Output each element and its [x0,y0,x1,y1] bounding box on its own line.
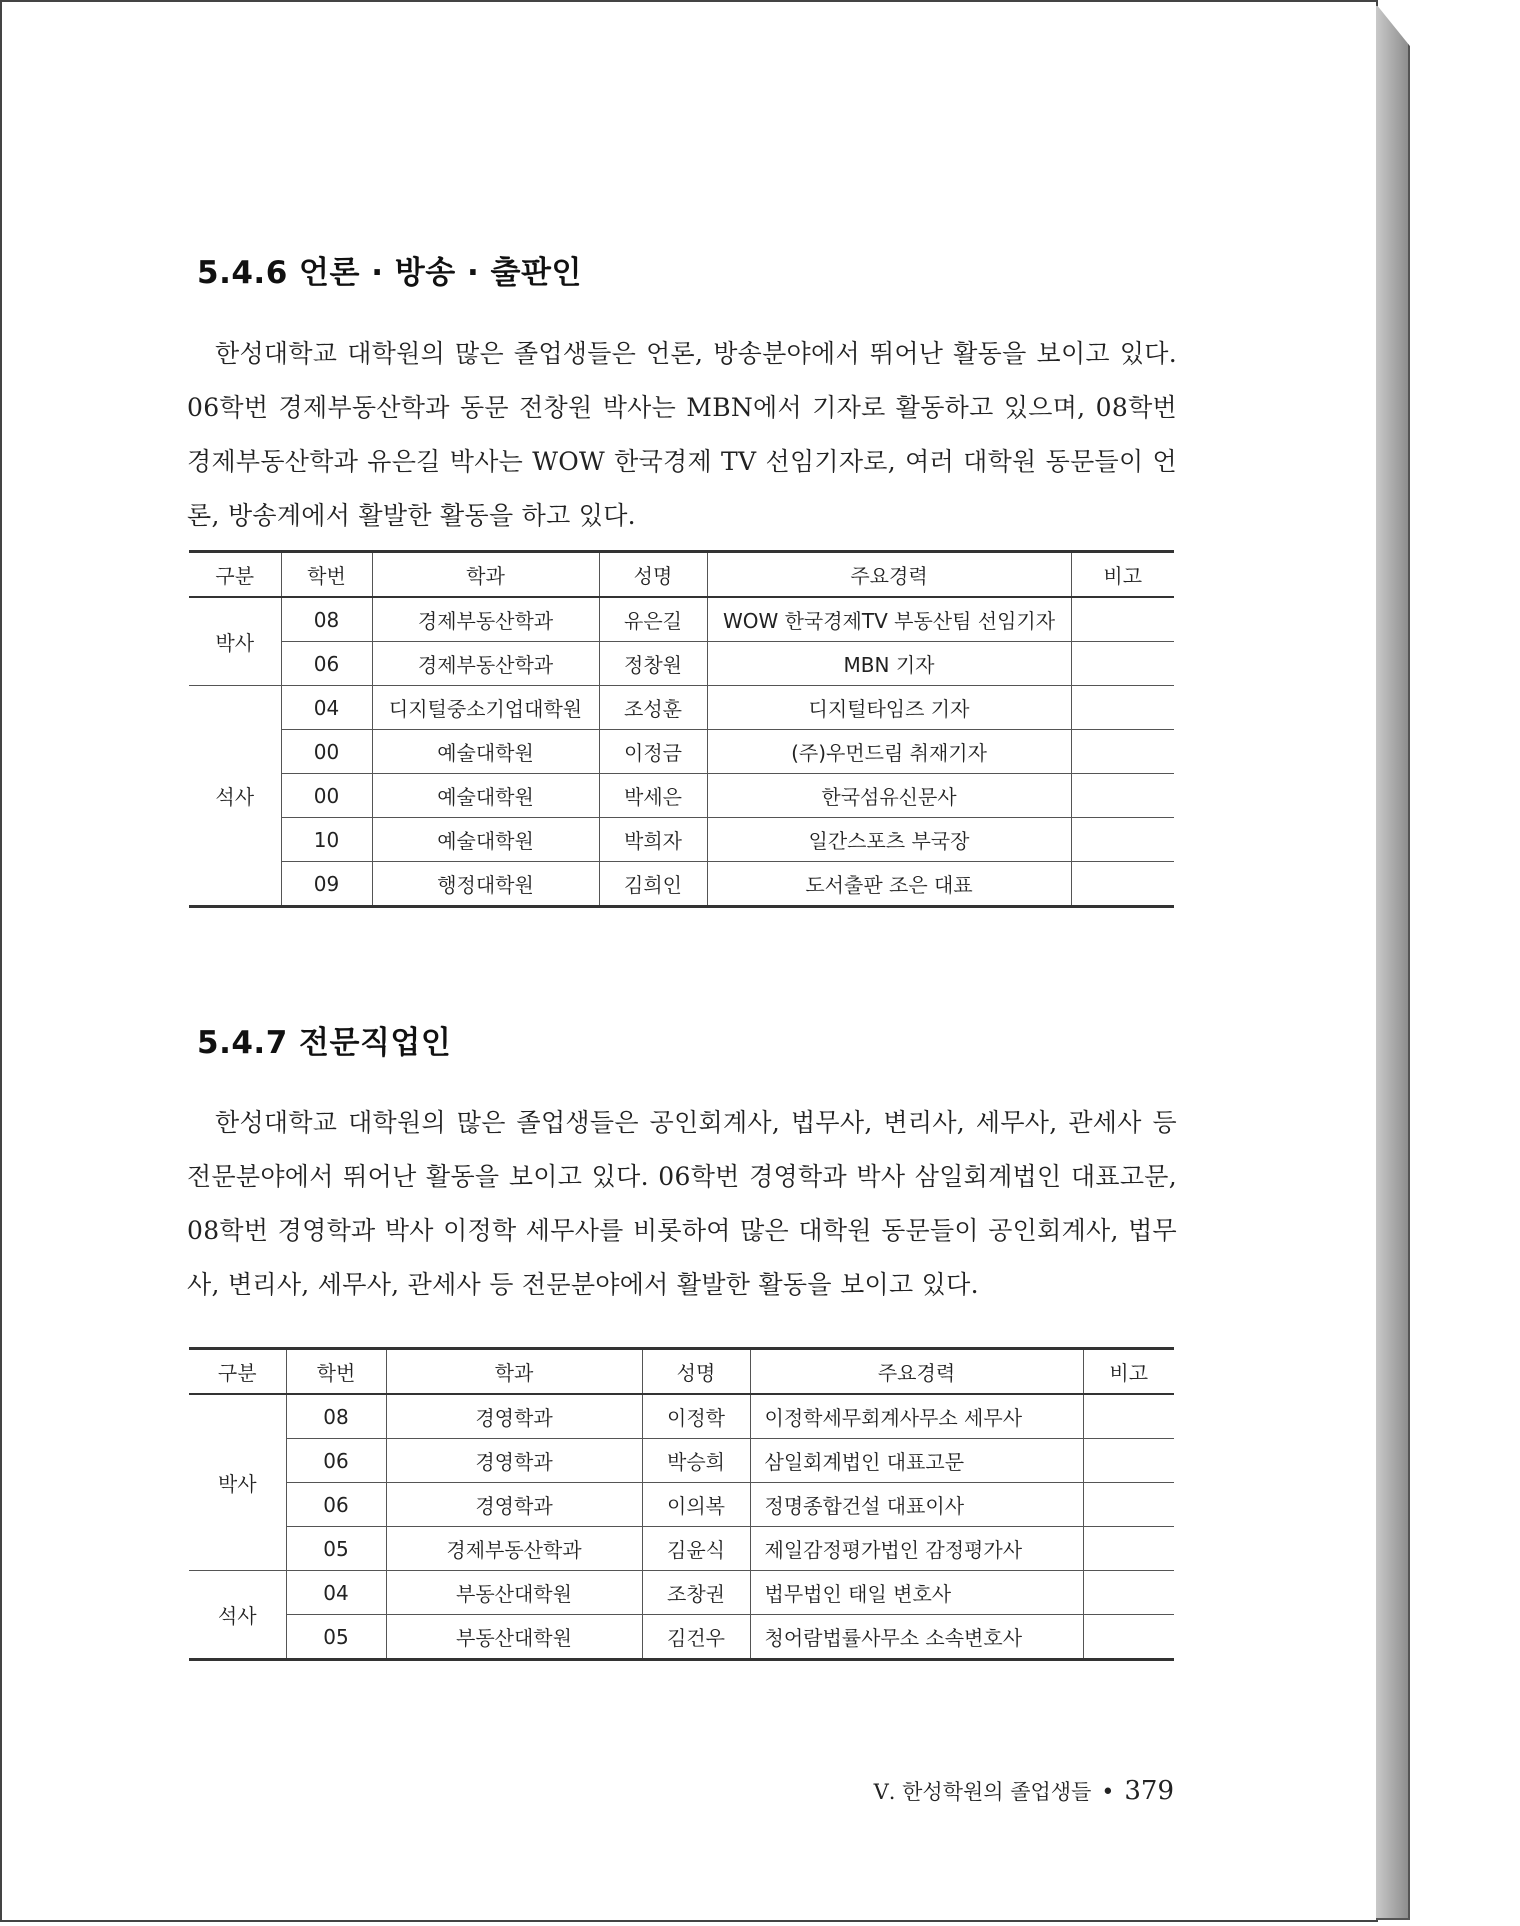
table-row [189,730,1174,774]
header-name: 성명 [642,1349,750,1395]
cell-year: 08 [281,597,372,642]
header-department: 학과 [372,552,599,598]
table-row [189,686,1174,730]
cell-career: 일간스포츠 부국장 [707,818,1071,862]
cell-department: 경제부동산학과 [372,597,599,642]
media-alumni-table [189,550,1174,908]
cell-career: WOW 한국경제TV 부동산팀 선임기자 [707,597,1071,642]
table-row [189,1571,1174,1615]
cell-department: 예술대학원 [372,774,599,818]
cell-name: 김윤식 [642,1527,750,1571]
group-label: 박사 [189,597,281,686]
table-header-row [189,552,1174,598]
cell-year: 06 [286,1483,386,1527]
table-row [189,1394,1174,1439]
cell-note [1083,1483,1174,1527]
cell-career: MBN 기자 [707,642,1071,686]
table-row [189,862,1174,907]
cell-name: 조성훈 [599,686,707,730]
header-note: 비고 [1071,552,1174,598]
cell-department: 부동산대학원 [386,1615,642,1660]
header-category: 구분 [189,1349,286,1395]
professional-alumni-table [189,1347,1174,1661]
cell-career: 한국섬유신문사 [707,774,1071,818]
cell-note [1071,818,1174,862]
cell-name: 조창권 [642,1571,750,1615]
header-name: 성명 [599,552,707,598]
cell-note [1071,730,1174,774]
table-row [189,1483,1174,1527]
cell-department: 경제부동산학과 [372,642,599,686]
cell-name: 이정학 [642,1394,750,1439]
cell-year: 08 [286,1394,386,1439]
header-department: 학과 [386,1349,642,1395]
cell-note [1071,642,1174,686]
cell-career: 도서출판 조은 대표 [707,862,1071,907]
chapter-label: Ⅴ. 한성학원의 졸업생들 [873,1780,1092,1804]
header-note: 비고 [1083,1349,1174,1395]
table-row [189,1439,1174,1483]
page-stack-edge [1376,4,1410,1920]
cell-career: 법무법인 태일 변호사 [750,1571,1083,1615]
cell-name: 유은길 [599,597,707,642]
cell-year: 06 [281,642,372,686]
header-year: 학번 [286,1349,386,1395]
header-category: 구분 [189,552,281,598]
page-footer [874,1776,1174,1806]
cell-note [1071,862,1174,907]
cell-department: 예술대학원 [372,818,599,862]
cell-career: 이정학세무회계사무소 세무사 [750,1394,1083,1439]
cell-career: 청어람법률사무소 소속변호사 [750,1615,1083,1660]
table-row [189,1615,1174,1660]
bullet-separator: • [1101,1780,1115,1805]
group-label: 석사 [189,686,281,907]
cell-year: 00 [281,730,372,774]
cell-year: 06 [286,1439,386,1483]
table-row [189,1527,1174,1571]
cell-department: 부동산대학원 [386,1571,642,1615]
cell-note [1071,686,1174,730]
cell-note [1083,1571,1174,1615]
cell-note [1083,1394,1174,1439]
table-row [189,642,1174,686]
section-paragraph-professionals: 한성대학교 대학원의 많은 졸업생들은 공인회계사, 법무사, 변리사, 세무사, 관세사 등 전문분야에서 뛰어난 활동을 보이고 있다. 06학번 경영학과 박사 삼일회계법인 대표고문, 08학번 경영학과 박사 이정학 세무사를 비롯하여 많은 대학원 동문들이 공인회계사, 법무사, 변리사, 세무사, 관세사 등 전문분야에서 활발한 활동을 보이고 있다. [187,1108,1177,1299]
cell-department: 경영학과 [386,1483,642,1527]
cell-career: (주)우먼드림 취재기자 [707,730,1071,774]
cell-year: 09 [281,862,372,907]
cell-name: 김희인 [599,862,707,907]
cell-year: 04 [286,1571,386,1615]
header-career: 주요경력 [707,552,1071,598]
cell-name: 박세은 [599,774,707,818]
table-row [189,818,1174,862]
page-number: 379 [1124,1776,1174,1806]
cell-department: 행정대학원 [372,862,599,907]
cell-career: 제일감정평가법인 감정평가사 [750,1527,1083,1571]
table-header-row [189,1349,1174,1395]
cell-department: 경영학과 [386,1439,642,1483]
cell-name: 이의복 [642,1483,750,1527]
cell-department: 디지털중소기업대학원 [372,686,599,730]
header-year: 학번 [281,552,372,598]
cell-name: 이정금 [599,730,707,774]
section-title-professionals: 5.4.7 전문직업인 [197,1025,452,1061]
cell-department: 경제부동산학과 [386,1527,642,1571]
cell-name: 박희자 [599,818,707,862]
cell-name: 박승희 [642,1439,750,1483]
cell-year: 05 [286,1615,386,1660]
group-label: 석사 [189,1571,286,1660]
cell-career: 삼일회계법인 대표고문 [750,1439,1083,1483]
cell-note [1083,1439,1174,1483]
header-career: 주요경력 [750,1349,1083,1395]
cell-year: 05 [286,1527,386,1571]
cell-name: 김건우 [642,1615,750,1660]
cell-name: 정창원 [599,642,707,686]
cell-year: 10 [281,818,372,862]
section-paragraph-media: 한성대학교 대학원의 많은 졸업생들은 언론, 방송분야에서 뛰어난 활동을 보이고 있다. 06학번 경제부동산학과 동문 전창원 박사는 MBN에서 기자로 활동하고 있으며, 08학번 경제부동산학과 유은길 박사는 WOW 한국경제 TV 선임기자로, 여러 대학원 동문들이 언론, 방송계에서 활발한 활동을 하고 있다. [187,339,1177,530]
cell-year: 00 [281,774,372,818]
cell-note [1071,597,1174,642]
section-title-media: 5.4.6 언론 · 방송 · 출판인 [197,255,582,291]
group-label: 박사 [189,1394,286,1571]
cell-year: 04 [281,686,372,730]
cell-department: 경영학과 [386,1394,642,1439]
cell-note [1083,1615,1174,1660]
cell-career: 디지털타임즈 기자 [707,686,1071,730]
table-row [189,774,1174,818]
cell-note [1071,774,1174,818]
table-row [189,597,1174,642]
cell-department: 예술대학원 [372,730,599,774]
cell-note [1083,1527,1174,1571]
cell-career: 정명종합건설 대표이사 [750,1483,1083,1527]
